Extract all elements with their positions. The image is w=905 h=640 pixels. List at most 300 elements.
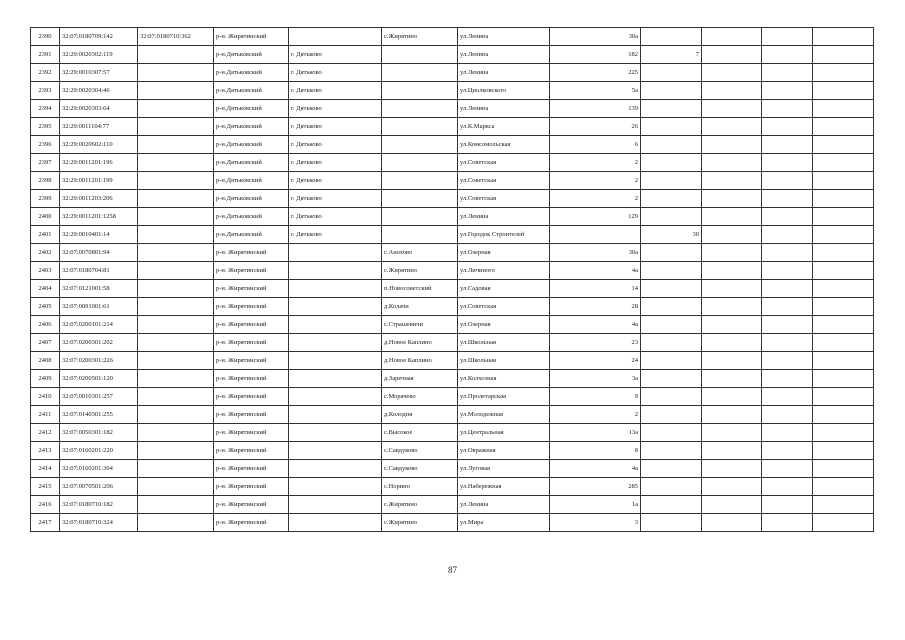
extra-cell	[813, 334, 874, 352]
settlement-cell: с.Жирятино	[382, 262, 458, 280]
linked-cadastral-number-cell	[138, 172, 214, 190]
house-number-cell: 182	[550, 46, 641, 64]
building-number-cell: 7	[641, 46, 702, 64]
settlement-cell: с.Савдуково	[382, 460, 458, 478]
settlement-cell	[382, 118, 458, 136]
extra-cell	[762, 28, 813, 46]
extra-cell	[702, 46, 762, 64]
settlement-cell: с.Анохово	[382, 244, 458, 262]
table-row	[31, 514, 874, 532]
row-number-cell: 2412	[31, 424, 60, 442]
building-number-cell	[641, 298, 702, 316]
row-number-cell: 2390	[31, 28, 60, 46]
extra-cell	[762, 352, 813, 370]
house-number-cell: 2	[550, 190, 641, 208]
linked-cadastral-number-cell	[138, 370, 214, 388]
extra-cell	[702, 244, 762, 262]
linked-cadastral-number-cell	[138, 190, 214, 208]
city-cell	[289, 496, 382, 514]
linked-cadastral-number-cell	[138, 496, 214, 514]
city-cell: г. Дятьково	[289, 190, 382, 208]
linked-cadastral-number-cell	[138, 352, 214, 370]
building-number-cell	[641, 208, 702, 226]
city-cell: г. Дятьково	[289, 136, 382, 154]
table-row	[31, 262, 874, 280]
cadastral-number-cell: 32:07:0200301:202	[60, 334, 138, 352]
table-row	[31, 478, 874, 496]
street-cell: ул.Ленина	[458, 208, 550, 226]
extra-cell	[702, 388, 762, 406]
house-number-cell: 26	[550, 118, 641, 136]
cadastral-number-cell: 32:29:0011203:206	[60, 190, 138, 208]
building-number-cell	[641, 64, 702, 82]
city-cell	[289, 298, 382, 316]
district-cell: р-н.Дятьковский	[214, 136, 289, 154]
cadastral-number-cell: 32:07:0160201:220	[60, 442, 138, 460]
linked-cadastral-number-cell	[138, 244, 214, 262]
street-cell: ул.Советская	[458, 190, 550, 208]
extra-cell	[813, 496, 874, 514]
district-cell: р-н. Жирятинский	[214, 316, 289, 334]
row-number-cell: 2415	[31, 478, 60, 496]
cadastral-number-cell: 32:29:0011201:199	[60, 172, 138, 190]
building-number-cell	[641, 424, 702, 442]
building-number-cell	[641, 244, 702, 262]
cadastral-number-cell: 32:07:0010301:257	[60, 388, 138, 406]
row-number-cell: 2407	[31, 334, 60, 352]
house-number-cell: 129	[550, 208, 641, 226]
extra-cell	[702, 406, 762, 424]
linked-cadastral-number-cell	[138, 460, 214, 478]
building-number-cell	[641, 280, 702, 298]
extra-cell	[702, 424, 762, 442]
house-number-cell: 4а	[550, 316, 641, 334]
house-number-cell: 28	[550, 298, 641, 316]
linked-cadastral-number-cell	[138, 262, 214, 280]
table-row	[31, 496, 874, 514]
table-row	[31, 100, 874, 118]
settlement-cell: д.Колодня	[382, 406, 458, 424]
extra-cell	[762, 442, 813, 460]
district-cell: р-н. Жирятинский	[214, 478, 289, 496]
row-number-cell: 2416	[31, 496, 60, 514]
linked-cadastral-number-cell	[138, 208, 214, 226]
city-cell: г. Дятьково	[289, 154, 382, 172]
district-cell: р-н. Жирятинский	[214, 28, 289, 46]
linked-cadastral-number-cell	[138, 226, 214, 244]
house-number-cell: 3а	[550, 370, 641, 388]
district-cell: р-н. Жирятинский	[214, 388, 289, 406]
building-number-cell	[641, 478, 702, 496]
street-cell: ул.Советская	[458, 154, 550, 172]
house-number-cell: 4а	[550, 460, 641, 478]
city-cell: г. Дятьково	[289, 82, 382, 100]
extra-cell	[762, 136, 813, 154]
row-number-cell: 2414	[31, 460, 60, 478]
extra-cell	[813, 226, 874, 244]
table-row	[31, 208, 874, 226]
building-number-cell	[641, 136, 702, 154]
cadastral-number-cell: 32:07:0180710:324	[60, 514, 138, 532]
table-row	[31, 64, 874, 82]
settlement-cell: с.Норино	[382, 478, 458, 496]
house-number-cell: 285	[550, 478, 641, 496]
district-cell: р-н.Дятьковский	[214, 154, 289, 172]
row-number-cell: 2394	[31, 100, 60, 118]
district-cell: р-н. Жирятинский	[214, 262, 289, 280]
street-cell: ул.К.Маркса	[458, 118, 550, 136]
cadastral-number-cell: 32:07:0200301:226	[60, 352, 138, 370]
city-cell: г. Дятьково	[289, 64, 382, 82]
table-row	[31, 46, 874, 64]
row-number-cell: 2403	[31, 262, 60, 280]
city-cell	[289, 28, 382, 46]
building-number-cell	[641, 514, 702, 532]
street-cell: ул.Озерная	[458, 244, 550, 262]
city-cell	[289, 406, 382, 424]
row-number-cell: 2395	[31, 118, 60, 136]
house-number-cell: 139	[550, 100, 641, 118]
building-number-cell	[641, 496, 702, 514]
extra-cell	[762, 298, 813, 316]
cadastral-number-cell: 32:29:0020602:110	[60, 136, 138, 154]
house-number-cell	[550, 226, 641, 244]
extra-cell	[762, 406, 813, 424]
district-cell: р-н. Жирятинский	[214, 352, 289, 370]
street-cell: ул.Ленина	[458, 100, 550, 118]
settlement-cell: д.Новое Каплино	[382, 334, 458, 352]
linked-cadastral-number-cell	[138, 406, 214, 424]
extra-cell	[813, 154, 874, 172]
house-number-cell: 13а	[550, 424, 641, 442]
cadastral-number-cell: 32:07:0200501:120	[60, 370, 138, 388]
extra-cell	[813, 118, 874, 136]
street-cell: ул.Городок Строителей	[458, 226, 550, 244]
extra-cell	[762, 334, 813, 352]
extra-cell	[813, 64, 874, 82]
extra-cell	[702, 352, 762, 370]
city-cell: г. Дятьково	[289, 226, 382, 244]
building-number-cell	[641, 388, 702, 406]
house-number-cell: 14	[550, 280, 641, 298]
city-cell	[289, 460, 382, 478]
house-number-cell: 5а	[550, 82, 641, 100]
linked-cadastral-number-cell	[138, 442, 214, 460]
row-number-cell: 2399	[31, 190, 60, 208]
settlement-cell	[382, 190, 458, 208]
extra-cell	[762, 388, 813, 406]
cadastral-number-cell: 32:07:0200101:214	[60, 316, 138, 334]
table-row	[31, 424, 874, 442]
district-cell: р-н. Жирятинский	[214, 334, 289, 352]
district-cell: р-н.Дятьковский	[214, 190, 289, 208]
extra-cell	[702, 190, 762, 208]
house-number-cell: 6	[550, 136, 641, 154]
building-number-cell	[641, 82, 702, 100]
building-number-cell	[641, 460, 702, 478]
extra-cell	[813, 370, 874, 388]
table-row	[31, 82, 874, 100]
extra-cell	[762, 190, 813, 208]
cadastral-number-cell: 32:07:0121001:58	[60, 280, 138, 298]
district-cell: р-н. Жирятинский	[214, 424, 289, 442]
linked-cadastral-number-cell	[138, 46, 214, 64]
extra-cell	[702, 136, 762, 154]
table-row	[31, 334, 874, 352]
house-number-cell: 2	[550, 154, 641, 172]
settlement-cell	[382, 64, 458, 82]
linked-cadastral-number-cell	[138, 280, 214, 298]
street-cell: ул.Центральная	[458, 424, 550, 442]
cadastral-number-cell: 32:29:0011201:1258	[60, 208, 138, 226]
table-row	[31, 244, 874, 262]
city-cell	[289, 424, 382, 442]
street-cell: ул.Ленина	[458, 496, 550, 514]
cadastral-number-cell: 32:29:0020302:119	[60, 46, 138, 64]
linked-cadastral-number-cell	[138, 154, 214, 172]
street-cell: ул.Школьная	[458, 334, 550, 352]
extra-cell	[813, 136, 874, 154]
extra-cell	[762, 496, 813, 514]
extra-cell	[813, 28, 874, 46]
table-row	[31, 226, 874, 244]
extra-cell	[813, 100, 874, 118]
row-number-cell: 2398	[31, 172, 60, 190]
extra-cell	[762, 100, 813, 118]
extra-cell	[702, 460, 762, 478]
extra-cell	[702, 280, 762, 298]
extra-cell	[813, 190, 874, 208]
house-number-cell: 2	[550, 172, 641, 190]
settlement-cell	[382, 154, 458, 172]
city-cell	[289, 280, 382, 298]
city-cell: г. Дятьково	[289, 172, 382, 190]
building-number-cell	[641, 154, 702, 172]
extra-cell	[702, 262, 762, 280]
cadastral-number-cell: 32:29:0011104:77	[60, 118, 138, 136]
street-cell: ул.Колхозная	[458, 370, 550, 388]
building-number-cell	[641, 172, 702, 190]
row-number-cell: 2408	[31, 352, 60, 370]
row-number-cell: 2396	[31, 136, 60, 154]
street-cell: ул.Мира	[458, 514, 550, 532]
street-cell: ул.Луговая	[458, 460, 550, 478]
page-number: 87	[448, 565, 457, 575]
table-row	[31, 298, 874, 316]
row-number-cell: 2406	[31, 316, 60, 334]
cadastral-number-cell: 32:07:0180710:182	[60, 496, 138, 514]
district-cell: р-н. Жирятинский	[214, 460, 289, 478]
extra-cell	[813, 460, 874, 478]
building-number-cell	[641, 352, 702, 370]
district-cell: р-н. Жирятинский	[214, 298, 289, 316]
street-cell: ул.Набережная	[458, 478, 550, 496]
house-number-cell: 1а	[550, 496, 641, 514]
street-cell: ул.Советская	[458, 172, 550, 190]
city-cell	[289, 478, 382, 496]
street-cell: ул.Комсомольская	[458, 136, 550, 154]
extra-cell	[702, 100, 762, 118]
settlement-cell	[382, 172, 458, 190]
row-number-cell: 2409	[31, 370, 60, 388]
extra-cell	[813, 424, 874, 442]
street-cell: ул.Советская	[458, 298, 550, 316]
extra-cell	[813, 406, 874, 424]
registry-table	[30, 27, 874, 532]
district-cell: р-н. Жирятинский	[214, 406, 289, 424]
table-row	[31, 352, 874, 370]
district-cell: р-н.Дятьковский	[214, 208, 289, 226]
street-cell: ул.Школьная	[458, 352, 550, 370]
settlement-cell: с.Жирятино	[382, 496, 458, 514]
city-cell	[289, 316, 382, 334]
extra-cell	[813, 172, 874, 190]
city-cell: г. Дятьково	[289, 100, 382, 118]
extra-cell	[762, 280, 813, 298]
district-cell: р-н.Дятьковский	[214, 46, 289, 64]
row-number-cell: 2392	[31, 64, 60, 82]
district-cell: р-н. Жирятинский	[214, 244, 289, 262]
city-cell: г. Дятьково	[289, 208, 382, 226]
settlement-cell	[382, 46, 458, 64]
extra-cell	[702, 82, 762, 100]
city-cell: г. Дятьково	[289, 118, 382, 136]
district-cell: р-н. Жирятинский	[214, 370, 289, 388]
extra-cell	[702, 478, 762, 496]
extra-cell	[813, 82, 874, 100]
linked-cadastral-number-cell	[138, 316, 214, 334]
cadastral-number-cell: 32:07:0091001:61	[60, 298, 138, 316]
building-number-cell	[641, 316, 702, 334]
building-number-cell	[641, 190, 702, 208]
settlement-cell: п.Новосоветский	[382, 280, 458, 298]
district-cell: р-н. Жирятинский	[214, 280, 289, 298]
settlement-cell	[382, 136, 458, 154]
building-number-cell	[641, 370, 702, 388]
row-number-cell: 2417	[31, 514, 60, 532]
city-cell	[289, 334, 382, 352]
extra-cell	[762, 478, 813, 496]
table-body	[31, 28, 874, 532]
table-row	[31, 172, 874, 190]
extra-cell	[762, 424, 813, 442]
extra-cell	[813, 388, 874, 406]
street-cell: ул.Пролетарская	[458, 388, 550, 406]
extra-cell	[702, 370, 762, 388]
extra-cell	[762, 370, 813, 388]
extra-cell	[813, 46, 874, 64]
linked-cadastral-number-cell	[138, 64, 214, 82]
building-number-cell	[641, 406, 702, 424]
extra-cell	[702, 298, 762, 316]
building-number-cell	[641, 118, 702, 136]
extra-cell	[762, 154, 813, 172]
cadastral-number-cell: 32:07:0140301:255	[60, 406, 138, 424]
table-row	[31, 190, 874, 208]
settlement-cell: д.Колачи	[382, 298, 458, 316]
cadastral-number-cell: 32:07:0050301:182	[60, 424, 138, 442]
cadastral-number-cell: 32:29:0010401:14	[60, 226, 138, 244]
cadastral-number-cell: 32:07:0070801:94	[60, 244, 138, 262]
extra-cell	[762, 46, 813, 64]
district-cell: р-н. Жирятинский	[214, 442, 289, 460]
district-cell: р-н.Дятьковский	[214, 82, 289, 100]
linked-cadastral-number-cell	[138, 298, 214, 316]
district-cell: р-н. Жирятинский	[214, 514, 289, 532]
settlement-cell: с.Высокое	[382, 424, 458, 442]
row-number-cell: 2401	[31, 226, 60, 244]
street-cell: ул.Циолковского	[458, 82, 550, 100]
extra-cell	[813, 244, 874, 262]
settlement-cell	[382, 226, 458, 244]
extra-cell	[702, 28, 762, 46]
linked-cadastral-number-cell	[138, 514, 214, 532]
cadastral-number-cell: 32:29:0011201:196	[60, 154, 138, 172]
table-row	[31, 406, 874, 424]
row-number-cell: 2393	[31, 82, 60, 100]
city-cell	[289, 442, 382, 460]
extra-cell	[702, 442, 762, 460]
settlement-cell	[382, 82, 458, 100]
cadastral-number-cell: 32:29:0020304:46	[60, 82, 138, 100]
settlement-cell: д.Новое Каплино	[382, 352, 458, 370]
linked-cadastral-number-cell	[138, 100, 214, 118]
city-cell	[289, 388, 382, 406]
linked-cadastral-number-cell: 32:07:0180710:362	[138, 28, 214, 46]
district-cell: р-н.Дятьковский	[214, 64, 289, 82]
row-number-cell: 2413	[31, 442, 60, 460]
extra-cell	[762, 172, 813, 190]
linked-cadastral-number-cell	[138, 478, 214, 496]
building-number-cell	[641, 100, 702, 118]
extra-cell	[762, 460, 813, 478]
house-number-cell: 4а	[550, 262, 641, 280]
extra-cell	[762, 64, 813, 82]
street-cell: ул.Ленина	[458, 28, 550, 46]
settlement-cell: с.Страшевичи	[382, 316, 458, 334]
table-row	[31, 370, 874, 388]
extra-cell	[813, 298, 874, 316]
table-row	[31, 28, 874, 46]
extra-cell	[762, 262, 813, 280]
row-number-cell: 2397	[31, 154, 60, 172]
house-number-cell: 24	[550, 352, 641, 370]
district-cell: р-н.Дятьковский	[214, 118, 289, 136]
extra-cell	[813, 280, 874, 298]
extra-cell	[702, 334, 762, 352]
settlement-cell: с.Морачево	[382, 388, 458, 406]
extra-cell	[813, 478, 874, 496]
table-row	[31, 442, 874, 460]
table-row	[31, 154, 874, 172]
extra-cell	[813, 208, 874, 226]
cadastral-number-cell: 32:07:0160201:304	[60, 460, 138, 478]
building-number-cell	[641, 28, 702, 46]
linked-cadastral-number-cell	[138, 136, 214, 154]
extra-cell	[702, 118, 762, 136]
house-number-cell: 23	[550, 334, 641, 352]
district-cell: р-н.Дятьковский	[214, 100, 289, 118]
street-cell: ул.Овражная	[458, 442, 550, 460]
street-cell: ул.Ленина	[458, 64, 550, 82]
street-cell: ул.Молодежная	[458, 406, 550, 424]
extra-cell	[702, 514, 762, 532]
extra-cell	[702, 316, 762, 334]
extra-cell	[762, 208, 813, 226]
table-row	[31, 316, 874, 334]
row-number-cell: 2405	[31, 298, 60, 316]
extra-cell	[813, 316, 874, 334]
